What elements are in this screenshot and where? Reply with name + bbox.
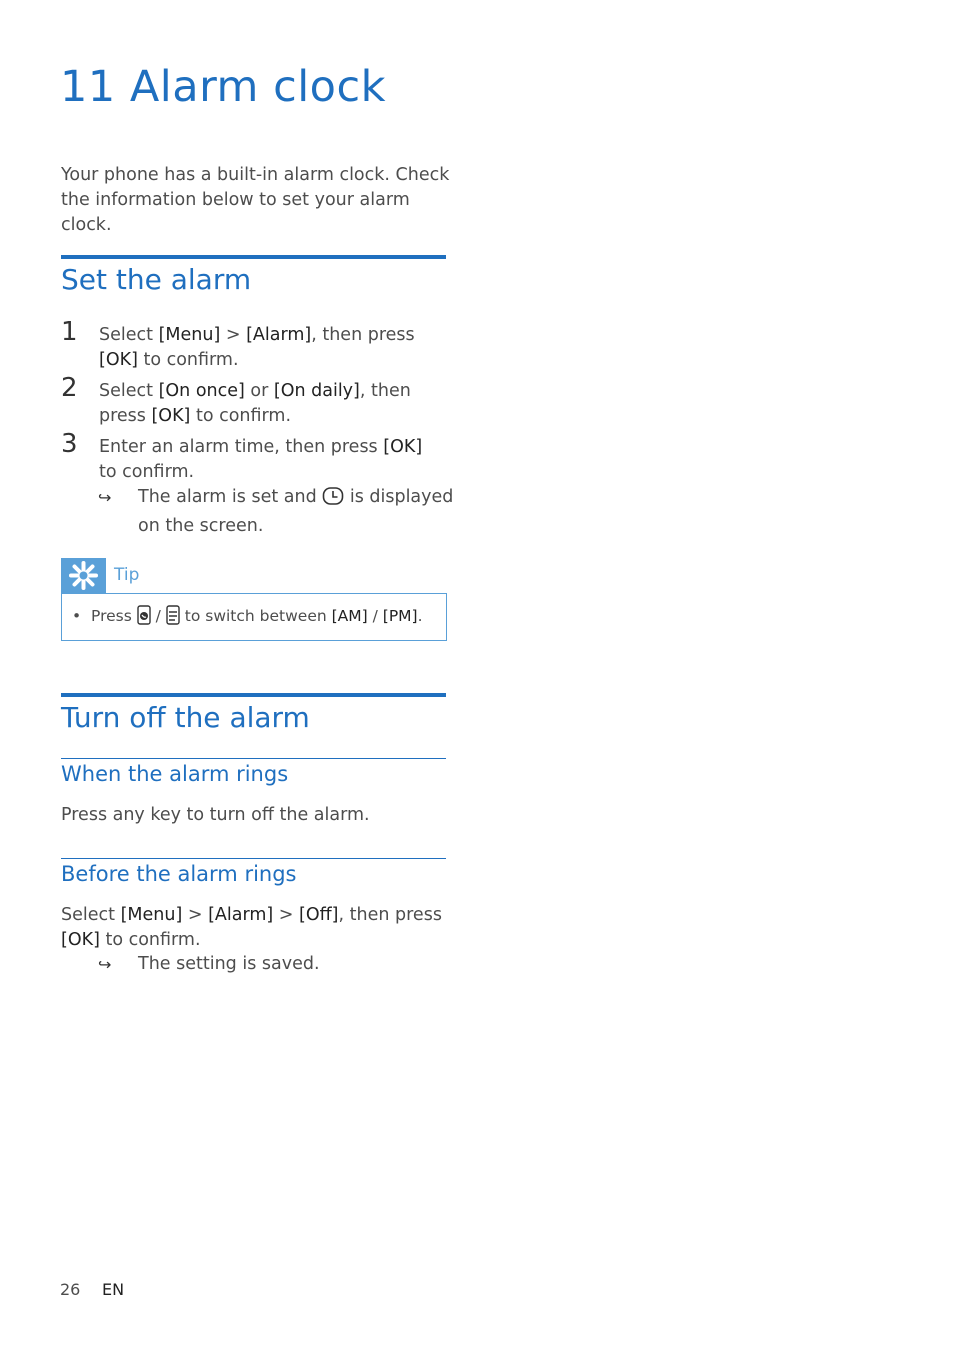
step-number: 3 xyxy=(61,429,78,459)
before-rings-heading: Before the alarm rings xyxy=(61,862,297,886)
before-rings-result: ↪ The setting is saved. xyxy=(138,952,458,977)
page-number: 26 xyxy=(60,1280,81,1299)
step-text: Select [Menu] > [Alarm], then press [OK] to confirm. xyxy=(99,325,415,370)
step-text: Select [On once] or [On daily], then press [OK] to confirm. xyxy=(99,381,411,426)
before-rings-text: Select [Menu] > [Alarm] > [Off], then press [OK] to confirm. xyxy=(61,905,442,950)
tip-text: • Press / to switch between [AM] / [PM]. xyxy=(72,605,423,629)
language-code: EN xyxy=(102,1280,125,1299)
step-number: 1 xyxy=(61,317,78,347)
tip-header xyxy=(61,558,447,593)
step-text: Enter an alarm time, then press [OK] to confirm. xyxy=(99,437,423,482)
section-rule xyxy=(61,255,446,259)
when-rings-text: Press any key to turn off the alarm. xyxy=(61,805,370,825)
end-key-icon xyxy=(166,605,180,629)
call-key-icon xyxy=(137,605,151,629)
turn-off-heading: Turn off the alarm xyxy=(61,701,310,734)
section-rule xyxy=(61,693,446,697)
alarm-clock-icon xyxy=(322,486,344,514)
when-rings-heading: When the alarm rings xyxy=(61,762,289,786)
chapter-title: 11 Alarm clock xyxy=(60,62,387,112)
step-number: 2 xyxy=(61,373,78,403)
set-alarm-heading: Set the alarm xyxy=(61,263,252,296)
intro-paragraph: Your phone has a built-in alarm clock. Check the information below to set your alarm clock. xyxy=(61,165,450,235)
subsection-rule xyxy=(61,758,446,759)
tip-label: Tip xyxy=(114,565,140,585)
result-arrow-icon: ↪ xyxy=(98,488,112,507)
tip-box xyxy=(61,593,447,641)
subsection-rule xyxy=(61,858,446,859)
result-arrow-icon: ↪ xyxy=(98,955,112,974)
tip-asterisk-icon xyxy=(61,558,106,593)
step-result: ↪ The alarm is set and is displayed on the screen. xyxy=(98,487,454,536)
